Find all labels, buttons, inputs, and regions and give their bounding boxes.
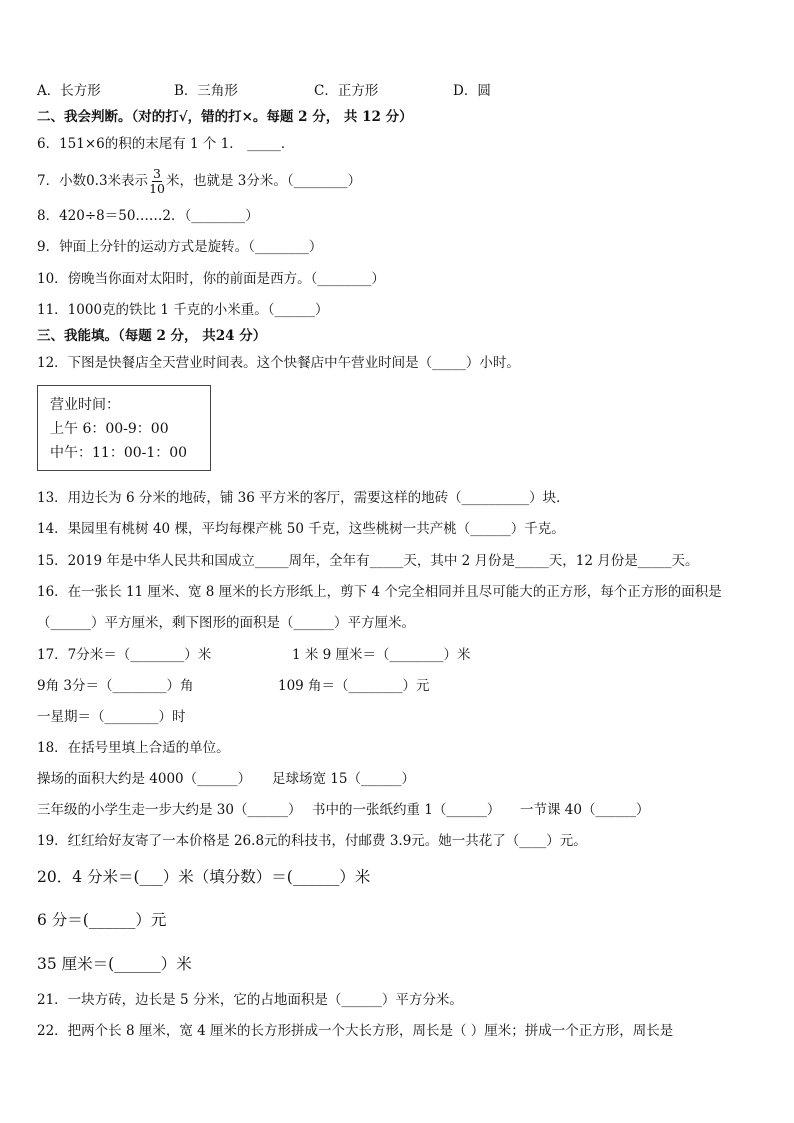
- section-2-heading: 二、我会判断。（对的打√，错的打×。每题 2 分， 共 12 分）: [37, 109, 413, 125]
- fraction: [149, 167, 165, 196]
- q18-b: 足球场宽 15（______）: [272, 771, 415, 787]
- q17-b: 1 米 9 厘米＝（________）米: [292, 647, 471, 663]
- question-20-a: 20．4 分米＝(___）米（填分数）＝(______）米: [37, 868, 371, 886]
- question-8: 8．420÷8＝50……2．（________）: [37, 208, 259, 224]
- question-20-b: 6 分＝(______）元: [37, 911, 167, 929]
- question-9: 9．钟面上分针的运动方式是旋转。（________）: [37, 239, 323, 255]
- question-10: 10．傍晚当你面对太阳时，你的前面是西方。（________）: [37, 271, 385, 287]
- fraction-numerator: 3: [153, 166, 161, 181]
- schedule-box: [37, 385, 211, 471]
- question-20-c: 35 厘米＝(______）米: [37, 955, 192, 973]
- schedule-title: 营业时间：: [50, 397, 120, 413]
- question-21: 21．一块方砖，边长是 5 分米，它的占地面积是（______）平方分米。: [37, 992, 463, 1008]
- question-16-line-2: （______）平方厘米，剩下图形的面积是（______）平方厘米。: [37, 615, 415, 631]
- q17-e: 一星期＝（________）时: [37, 709, 186, 725]
- q7-before: 7．小数0.3米表示: [37, 173, 149, 189]
- choice-c: C．正方形: [314, 83, 379, 99]
- fraction-denominator: 10: [149, 181, 165, 196]
- q18-c: 三年级的小学生走一步大约是 30（______）: [37, 802, 302, 818]
- q18-d: 书中的一张纸约重 1（______）: [312, 802, 501, 818]
- choice-d: D．圆: [453, 83, 491, 99]
- question-18-title: 18．在括号里填上合适的单位。: [37, 740, 230, 756]
- question-14: 14．果园里有桃树 40 棵，平均每棵产桃 50 千克，这些桃树一共产桃（______）千克。: [37, 521, 565, 537]
- section-3-heading: 三、我能填。（每题 2 分， 共24 分）: [37, 328, 267, 344]
- q7-after: 米，也就是 3分米。（________）: [165, 173, 362, 189]
- choice-a: A．长方形: [37, 83, 101, 99]
- q17-c: 9角 3分＝（________）角: [37, 678, 194, 694]
- question-16-line-1: 16．在一张长 11 厘米、宽 8 厘米的长方形纸上，剪下 4 个完全相同并且尽可能大的正方形，每个正方形的面积是: [37, 584, 722, 600]
- question-13: 13．用边长为 6 分米的地砖，铺 36 平方米的客厅，需要这样的地砖（__________）块．: [37, 490, 570, 506]
- question-15: 15．2019 年是中华人民共和国成立_____周年，全年有_____天，其中 2 月份是_____天，12 月份是_____天。: [37, 553, 699, 569]
- q18-e: 一节课 40（______）: [520, 802, 650, 818]
- question-7: [37, 166, 361, 196]
- question-11: 11．1000克的铁比 1 千克的小米重。（______）: [37, 302, 329, 318]
- question-19: 19．红红给好友寄了一本价格是 26.8元的科技书，付邮费 3.9元。她一共花了（____）元。: [37, 833, 587, 849]
- q17-d: 109 角＝（________）元: [278, 678, 430, 694]
- question-12: 12．下图是快餐店全天营业时间表。这个快餐店中午营业时间是（_____）小时。: [37, 355, 520, 371]
- q18-a: 操场的面积大约是 4000（______）: [37, 771, 252, 787]
- question-22: 22．把两个长 8 厘米，宽 4 厘米的长方形拼成一个大长方形，周长是（ ）厘米；拼成一个正方形，周长是: [37, 1023, 674, 1039]
- question-6: 6．151×6的积的末尾有 1 个 1． _____．: [37, 136, 295, 152]
- schedule-noon: 中午：11：00-1：00: [50, 445, 188, 461]
- q17-a: 17．7分米＝（________）米: [37, 647, 212, 663]
- schedule-morning: 上午 6：00-9：00: [50, 421, 169, 437]
- choice-b: B．三角形: [174, 83, 238, 99]
